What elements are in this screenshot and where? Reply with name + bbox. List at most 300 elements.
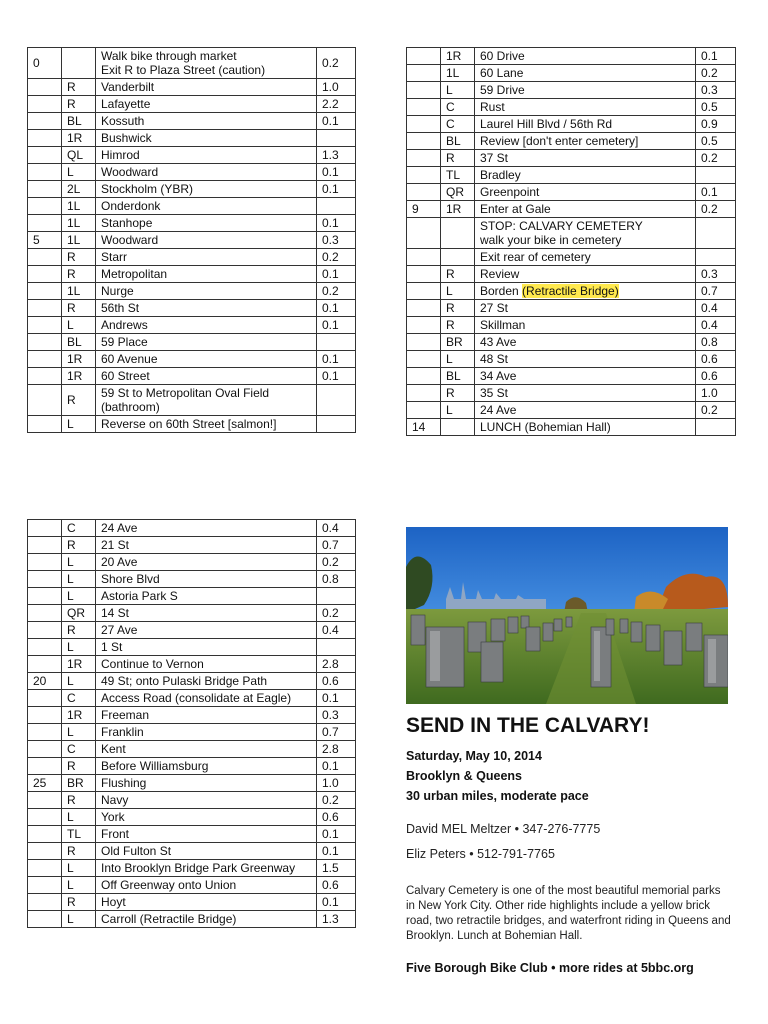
cue-number <box>407 184 441 201</box>
cue-street: Reverse on 60th Street [salmon!] <box>96 416 317 433</box>
cue-direction: R <box>62 792 96 809</box>
cue-street: Rust <box>475 99 696 116</box>
cue-direction: L <box>62 877 96 894</box>
cue-street: 37 St <box>475 150 696 167</box>
cue-number <box>28 741 62 758</box>
cue-number <box>28 520 62 537</box>
cue-direction: L <box>62 317 96 334</box>
cue-distance: 0.1 <box>696 48 736 65</box>
cue-row <box>407 167 736 184</box>
ride-leader-1: David MEL Meltzer • 347-276-7775 <box>406 822 601 836</box>
cue-street: Himrod <box>96 147 317 164</box>
cue-street: 34 Ave <box>475 368 696 385</box>
cue-direction: L <box>62 724 96 741</box>
cue-row <box>407 334 736 351</box>
cue-distance: 0.7 <box>696 283 736 300</box>
cue-number: 25 <box>28 775 62 792</box>
cue-street: 43 Ave <box>475 334 696 351</box>
cue-row <box>28 385 356 416</box>
cue-number <box>28 639 62 656</box>
cue-direction: BR <box>62 775 96 792</box>
cue-street: Onderdonk <box>96 198 317 215</box>
cue-number <box>407 300 441 317</box>
cue-row <box>28 266 356 283</box>
ride-area: Brooklyn & Queens <box>406 769 522 783</box>
cue-number <box>28 656 62 673</box>
cue-street: Woodward <box>96 164 317 181</box>
cue-distance: 0.2 <box>317 554 356 571</box>
cue-direction: 1R <box>62 656 96 673</box>
cue-number <box>28 385 62 416</box>
cue-distance <box>696 249 736 266</box>
cue-number <box>407 317 441 334</box>
cue-distance: 0.1 <box>317 690 356 707</box>
cue-distance: 0.1 <box>317 843 356 860</box>
cue-row <box>407 249 736 266</box>
cue-street: Review [don't enter cemetery] <box>475 133 696 150</box>
cue-row <box>28 894 356 911</box>
cue-row <box>28 724 356 741</box>
cue-distance: 0.1 <box>317 181 356 198</box>
cue-street: 24 Ave <box>96 520 317 537</box>
cue-distance: 0.2 <box>696 65 736 82</box>
cue-row <box>28 605 356 622</box>
cue-street: 27 St <box>475 300 696 317</box>
cue-distance <box>317 334 356 351</box>
cue-number: 14 <box>407 419 441 436</box>
cue-distance: 0.7 <box>317 724 356 741</box>
cue-number <box>28 809 62 826</box>
cue-row <box>407 82 736 99</box>
cue-street: Freeman <box>96 707 317 724</box>
cue-distance: 0.4 <box>317 622 356 639</box>
cue-direction: QL <box>62 147 96 164</box>
cue-distance: 0.1 <box>317 894 356 911</box>
cue-row <box>28 215 356 232</box>
cue-row <box>407 385 736 402</box>
cue-distance: 0.3 <box>696 82 736 99</box>
cue-distance: 0.1 <box>317 351 356 368</box>
cue-distance: 1.5 <box>317 860 356 877</box>
cue-row <box>28 147 356 164</box>
cue-street: Nurge <box>96 283 317 300</box>
cue-number <box>28 622 62 639</box>
cue-street: Into Brooklyn Bridge Park Greenway <box>96 860 317 877</box>
cue-street: Navy <box>96 792 317 809</box>
cue-distance: 0.2 <box>696 150 736 167</box>
cue-distance: 0.3 <box>317 707 356 724</box>
cue-number <box>407 167 441 184</box>
cue-number <box>407 48 441 65</box>
cue-direction: 1R <box>441 48 475 65</box>
cue-street: Skillman <box>475 317 696 334</box>
cue-direction: R <box>62 96 96 113</box>
cue-distance <box>317 385 356 416</box>
cue-number: 20 <box>28 673 62 690</box>
cue-street: 56th St <box>96 300 317 317</box>
cue-direction: BR <box>441 334 475 351</box>
cue-direction: L <box>62 809 96 826</box>
cue-direction: QR <box>441 184 475 201</box>
cue-direction: R <box>62 843 96 860</box>
cue-row <box>28 520 356 537</box>
cue-distance: 0.3 <box>696 266 736 283</box>
cue-direction: L <box>62 639 96 656</box>
cue-direction: 1R <box>441 201 475 218</box>
cue-distance: 0.5 <box>696 133 736 150</box>
cue-distance: 0.4 <box>317 520 356 537</box>
cue-row <box>28 877 356 894</box>
cue-distance: 0.9 <box>696 116 736 133</box>
cue-direction: L <box>62 554 96 571</box>
cue-distance: 1.0 <box>317 79 356 96</box>
cue-direction: R <box>62 758 96 775</box>
cue-street: Old Fulton St <box>96 843 317 860</box>
cue-number <box>28 198 62 215</box>
cue-street: Kent <box>96 741 317 758</box>
cue-number <box>28 215 62 232</box>
ride-pace: 30 urban miles, moderate pace <box>406 789 589 803</box>
cue-row <box>407 283 736 300</box>
cue-direction: C <box>441 99 475 116</box>
cue-distance: 0.8 <box>696 334 736 351</box>
cue-row <box>28 416 356 433</box>
cue-row <box>407 48 736 65</box>
cue-direction <box>62 48 96 79</box>
cue-street: Before Williamsburg <box>96 758 317 775</box>
cue-row <box>407 116 736 133</box>
cue-street: Franklin <box>96 724 317 741</box>
cue-street: Stockholm (YBR) <box>96 181 317 198</box>
ride-title: SEND IN THE CALVARY! <box>406 714 650 737</box>
cue-street: 59 Place <box>96 334 317 351</box>
cue-distance: 0.5 <box>696 99 736 116</box>
cue-street: Continue to Vernon <box>96 656 317 673</box>
cue-direction: 1L <box>62 283 96 300</box>
cue-number: 0 <box>28 48 62 79</box>
cemetery-photo <box>406 527 728 704</box>
cue-distance: 1.0 <box>696 385 736 402</box>
cue-number <box>407 249 441 266</box>
cue-number <box>407 99 441 116</box>
cue-distance: 0.6 <box>317 673 356 690</box>
cue-direction: 1R <box>62 130 96 147</box>
cue-direction: L <box>62 164 96 181</box>
cue-number <box>28 690 62 707</box>
cue-number <box>28 894 62 911</box>
cue-street: LUNCH (Bohemian Hall) <box>475 419 696 436</box>
cue-row <box>28 571 356 588</box>
cue-direction: R <box>441 150 475 167</box>
cue-row <box>407 201 736 218</box>
cue-row <box>28 334 356 351</box>
cue-street: STOP: CALVARY CEMETERY walk your bike in cemetery <box>475 218 696 249</box>
cue-direction <box>441 419 475 436</box>
cue-direction: R <box>441 385 475 402</box>
cue-distance: 1.3 <box>317 911 356 928</box>
cue-number <box>28 249 62 266</box>
cue-number <box>28 758 62 775</box>
cue-row <box>28 351 356 368</box>
cue-number <box>407 283 441 300</box>
cue-number <box>28 79 62 96</box>
cue-street: Walk bike through market Exit R to Plaza Street (caution) <box>96 48 317 79</box>
cue-number <box>28 317 62 334</box>
cue-direction: L <box>441 351 475 368</box>
cue-row <box>407 317 736 334</box>
cue-distance: 0.6 <box>317 877 356 894</box>
cue-number <box>407 334 441 351</box>
cue-direction: L <box>441 402 475 419</box>
cue-direction: R <box>62 300 96 317</box>
cue-distance: 0.1 <box>317 113 356 130</box>
cue-row <box>28 911 356 928</box>
cue-number <box>28 792 62 809</box>
cue-distance: 0.1 <box>317 266 356 283</box>
cue-street: 27 Ave <box>96 622 317 639</box>
cue-sheet-table-3 <box>27 519 356 928</box>
cue-direction: 1L <box>441 65 475 82</box>
cue-distance <box>696 218 736 249</box>
cue-number <box>28 351 62 368</box>
cue-street: Woodward <box>96 232 317 249</box>
cue-number <box>28 181 62 198</box>
cue-distance: 0.4 <box>696 300 736 317</box>
cue-number <box>407 116 441 133</box>
cue-row <box>407 266 736 283</box>
cue-distance: 0.2 <box>317 48 356 79</box>
cue-street: Laurel Hill Blvd / 56th Rd <box>475 116 696 133</box>
cue-distance <box>317 198 356 215</box>
cue-direction: BL <box>62 334 96 351</box>
cue-row <box>407 150 736 167</box>
cue-row <box>28 554 356 571</box>
cue-direction: C <box>62 520 96 537</box>
cue-street: 60 Avenue <box>96 351 317 368</box>
cue-number <box>407 65 441 82</box>
cue-distance: 0.4 <box>696 317 736 334</box>
cue-number <box>407 82 441 99</box>
cue-distance: 0.1 <box>696 184 736 201</box>
cue-street: Vanderbilt <box>96 79 317 96</box>
cue-street: Metropolitan <box>96 266 317 283</box>
cue-row <box>407 419 736 436</box>
cue-row <box>407 184 736 201</box>
cue-row <box>407 218 736 249</box>
cue-number <box>407 351 441 368</box>
cue-street: Andrews <box>96 317 317 334</box>
cue-street: York <box>96 809 317 826</box>
cue-distance <box>317 639 356 656</box>
cue-street: 48 St <box>475 351 696 368</box>
cue-distance: 0.3 <box>317 232 356 249</box>
cue-distance <box>317 588 356 605</box>
cue-sheet-table-2-body <box>407 48 736 436</box>
cue-number <box>28 860 62 877</box>
cue-direction: 1L <box>62 215 96 232</box>
cue-direction: QR <box>62 605 96 622</box>
cue-distance: 0.7 <box>317 537 356 554</box>
cue-direction: C <box>62 690 96 707</box>
cue-row <box>407 351 736 368</box>
cue-row <box>28 639 356 656</box>
ride-description: Calvary Cemetery is one of the most beautiful memorial parks in New York City. Other ride highlights include a yellow brick road, two retractile bridges, and waterfront riding in Queens and Brooklyn. Lunch at Bohemian Hall. <box>406 885 731 942</box>
cue-direction: R <box>62 79 96 96</box>
cue-direction: 2L <box>62 181 96 198</box>
cue-direction: TL <box>62 826 96 843</box>
cue-number <box>28 826 62 843</box>
cue-row <box>28 283 356 300</box>
cue-direction: R <box>441 317 475 334</box>
cue-distance: 0.1 <box>317 368 356 385</box>
cue-number <box>28 300 62 317</box>
cue-street: 20 Ave <box>96 554 317 571</box>
cue-street: Kossuth <box>96 113 317 130</box>
cue-row <box>28 181 356 198</box>
cue-street: 59 Drive <box>475 82 696 99</box>
cue-distance <box>317 416 356 433</box>
cue-number <box>28 96 62 113</box>
cue-direction: L <box>441 82 475 99</box>
cue-row <box>28 809 356 826</box>
cue-direction: L <box>62 416 96 433</box>
cue-street: Bradley <box>475 167 696 184</box>
cue-row <box>28 79 356 96</box>
cue-direction: R <box>62 249 96 266</box>
cue-row <box>28 843 356 860</box>
club-footer: Five Borough Bike Club • more rides at 5bbc.org <box>406 961 694 975</box>
cue-number <box>407 133 441 150</box>
cemetery-photo-image <box>406 527 728 704</box>
cue-distance <box>696 419 736 436</box>
cue-row <box>28 48 356 79</box>
cue-direction: L <box>62 588 96 605</box>
cue-street: Off Greenway onto Union <box>96 877 317 894</box>
cue-number <box>28 843 62 860</box>
cue-row <box>28 588 356 605</box>
cue-row <box>407 65 736 82</box>
cue-street: Carroll (Retractile Bridge) <box>96 911 317 928</box>
cue-street: 60 Drive <box>475 48 696 65</box>
cue-row <box>28 130 356 147</box>
cue-street: 60 Street <box>96 368 317 385</box>
cue-number <box>28 554 62 571</box>
cue-number <box>28 368 62 385</box>
cue-direction: 1R <box>62 368 96 385</box>
cue-distance <box>317 130 356 147</box>
cue-row <box>28 775 356 792</box>
cue-number <box>28 707 62 724</box>
cue-street: 59 St to Metropolitan Oval Field (bathroom) <box>96 385 317 416</box>
cue-row <box>28 741 356 758</box>
cue-street: Astoria Park S <box>96 588 317 605</box>
cue-row <box>28 198 356 215</box>
cue-sheet-table-3-body <box>28 520 356 928</box>
cue-number <box>407 218 441 249</box>
cue-direction: L <box>62 911 96 928</box>
cue-distance: 2.2 <box>317 96 356 113</box>
highlighted-text: (Retractile Bridge) <box>522 284 619 298</box>
cue-direction: R <box>62 537 96 554</box>
cue-distance: 0.1 <box>317 300 356 317</box>
cue-row <box>28 300 356 317</box>
cue-street: Lafayette <box>96 96 317 113</box>
cue-row <box>28 96 356 113</box>
cue-street: 35 St <box>475 385 696 402</box>
cue-street: Greenpoint <box>475 184 696 201</box>
cue-number <box>407 385 441 402</box>
cue-street: Flushing <box>96 775 317 792</box>
cue-row <box>28 826 356 843</box>
cue-distance: 0.2 <box>696 201 736 218</box>
cue-sheet-table-2 <box>406 47 736 436</box>
ride-flyer <box>406 713 736 976</box>
cue-distance: 2.8 <box>317 741 356 758</box>
cue-street: 49 St; onto Pulaski Bridge Path <box>96 673 317 690</box>
cue-distance <box>696 167 736 184</box>
cue-number <box>407 368 441 385</box>
cue-distance: 0.1 <box>317 317 356 334</box>
cue-distance: 0.1 <box>317 164 356 181</box>
cue-row <box>28 232 356 249</box>
cue-row <box>28 622 356 639</box>
cue-number <box>28 588 62 605</box>
cue-row <box>28 368 356 385</box>
cue-distance: 1.0 <box>317 775 356 792</box>
cue-distance: 1.3 <box>317 147 356 164</box>
cue-number <box>28 113 62 130</box>
cue-direction: 1R <box>62 707 96 724</box>
cue-street: 1 St <box>96 639 317 656</box>
cue-direction: BL <box>62 113 96 130</box>
cue-distance: 0.2 <box>317 605 356 622</box>
cue-number <box>28 130 62 147</box>
cue-direction: C <box>62 741 96 758</box>
cue-direction: BL <box>441 133 475 150</box>
cue-row <box>28 690 356 707</box>
cue-number <box>28 266 62 283</box>
cue-distance: 0.1 <box>317 758 356 775</box>
cue-street: Stanhope <box>96 215 317 232</box>
cue-row <box>28 113 356 130</box>
cue-distance: 0.2 <box>317 792 356 809</box>
cue-street: Review <box>475 266 696 283</box>
cue-street: Enter at Gale <box>475 201 696 218</box>
cue-direction: R <box>441 266 475 283</box>
cue-row <box>28 537 356 554</box>
cue-street: 60 Lane <box>475 65 696 82</box>
cue-distance: 0.6 <box>696 351 736 368</box>
cue-number <box>407 150 441 167</box>
cue-direction: R <box>62 266 96 283</box>
cue-distance: 0.2 <box>317 249 356 266</box>
cue-number <box>28 911 62 928</box>
cue-distance: 2.8 <box>317 656 356 673</box>
cue-direction: 1L <box>62 232 96 249</box>
cue-number <box>28 877 62 894</box>
cue-number <box>28 571 62 588</box>
cue-direction: L <box>62 673 96 690</box>
cue-distance: 0.8 <box>317 571 356 588</box>
cue-sheet-table-1-body <box>28 48 356 433</box>
cue-street: Access Road (consolidate at Eagle) <box>96 690 317 707</box>
ride-date: Saturday, May 10, 2014 <box>406 749 542 763</box>
cue-row <box>28 860 356 877</box>
cue-row <box>407 402 736 419</box>
cue-row <box>28 758 356 775</box>
cue-row <box>407 133 736 150</box>
cue-number <box>28 164 62 181</box>
